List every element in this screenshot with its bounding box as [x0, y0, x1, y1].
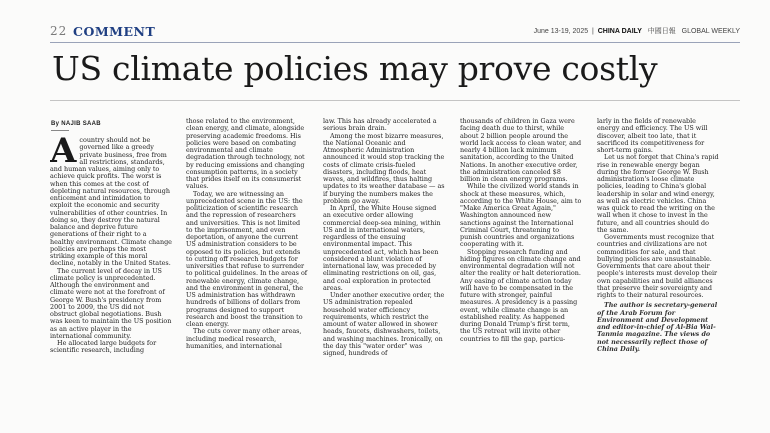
- publication-name: CHINA DAILY: [597, 28, 642, 35]
- article-paragraph: Among the most bizarre measures, the National Oceanic and Atmospheric Administration announced it would stop tracking the costs of climate crisis-fueled disasters, including floods, heat waves, and wildfires, thus halting updates to its weather database — as if burying the numbers makes the problem go away.: [323, 131, 445, 205]
- issue-date: June 13-19, 2025: [533, 28, 589, 35]
- byline: By NAJIB SAAB: [51, 121, 101, 127]
- article-column-5: [597, 118, 719, 433]
- article-column-3: [323, 118, 445, 433]
- article-paragraph: In April, the White House signed an executive order allowing commercial deep-sea mining, within US and in international waters, regardless of the ensuing environmental impact. This unprecedented act, which has been considered a blunt violation of international law, was preceded by eliminating restrictions on oil, gas, and coal exploration in protected areas.: [323, 204, 441, 292]
- drop-cap: A: [50, 137, 77, 171]
- article-paragraph: The current level of decay in US climate policy is unprecedented. Although the environment and climate were not at the forefront of George W. Bush's presidency from 2001 to 2009, the US did not obstruct global negotiations. Bush was keen to maintain the US position as an active player in the international community.: [50, 266, 172, 340]
- paragraph-text: country should not be governed like a greedy private business, free from all restrictions, standards, and human values, aiming only to achieve quick profits. The worst is when this comes at the cost of depleting natural resources, through enticement and intimidation to exploit the economic and security vulnerabilities of other countries. In doing so, they destroy the natural balance and deprive future generations of their right to a healthy environment. Climate change policies are perhaps the most striking example of this moral decline, notably in the United States.: [50, 137, 172, 268]
- header-masthead: June 13-19, 2025 | CHINA DAILY 中國日報 GLOBAL WEEKLY: [533, 28, 740, 35]
- article-paragraph: Stopping research funding and hiding figures on climate change and environmental degradation will not alter the reality or halt deterioration. Any easing of climate action today will have to be compensated in the future with stronger, painful measures. A presidency is a passing event, while climate change is an established reality. As happened during Donald Trump's first term, the US retreat will invite other countries to fill the gap, particu-: [460, 247, 581, 343]
- article-paragraph: law. This has already accelerated a serious brain drain.: [323, 118, 437, 133]
- article-paragraph: Governments must recognize that countries and civilizations are not commodities for sale, and that bullying policies are unsustainable. Governments that care about their people's interests must develop their own capabilities and build alliances that preserve their sovereignty and rights to their natural resources.: [597, 233, 718, 299]
- article-column-2: [186, 118, 308, 433]
- article-paragraph: He allocated large budgets for scientific research, including: [50, 339, 157, 355]
- article-paragraph: Today, we are witnessing an unprecedented scene in the US: the politicization of scientific research and the repression of researchers and universities. This is not limited to the imprisonment, and even deportation, of anyone the current US administration considers to be opposed to its policies, but extends to cutting off research budgets for universities that refuse to surrender to political guidelines. In the areas of renewable energy, climate change, and the environment in general, the US administration has withdrawn hundreds of billions of dollars from programs designed to support research and boost the transition to clean energy.: [186, 189, 308, 328]
- article-column-1: [50, 137, 172, 433]
- author-bio: The author is secretary-general of the Arab Forum for Environment and Development and editor-in-chief of Al-Bia Wal-Tanmia magazine. The views do not necessarily reflect those of China Daily.: [597, 301, 718, 353]
- section-label: COMMENT: [73, 24, 156, 39]
- publication-name-chinese: 中國日報: [647, 28, 676, 35]
- page-number: 22: [50, 24, 68, 38]
- article-paragraph: those related to the environment, clean energy, and climate, alongside preserving academic freedoms. His policies were based on combating environmental and climate degradation through technology, not by reducing emissions and changing consumption patterns, in a society that prides itself on its consumerist values.: [186, 118, 305, 191]
- header-divider: [50, 42, 740, 43]
- article-paragraph: [50, 137, 172, 268]
- article-column-4: [460, 118, 582, 433]
- article-paragraph: Let us not forget that China's rapid rise in renewable energy began during the former George W. Bush administration's loose climate policies, leading to China's global leadership in solar and wind energy, as well as electric vehicles. China was quick to read the writing on the wall when it chose to invest in the future, and all countries should do the same.: [597, 153, 719, 234]
- article-paragraph: Under another executive order, the US administration repealed household water efficiency requirements, which restrict the amount of water allowed in shower heads, faucets, dishwashers, toilets, and washing machines. Ironically, on the day this "water order" was signed, hundreds of: [323, 291, 445, 357]
- edition-label: GLOBAL WEEKLY: [681, 28, 740, 35]
- article-paragraph: thousands of children in Gaza were facing death due to thirst, while about 2 billion people around the world lack access to clean water, and nearly 4 billion lack minimum sanitation, according to the United Nations. In another executive order, the administration canceled $8 billion in clean energy programs.: [460, 118, 582, 183]
- byline-divider: [51, 130, 69, 131]
- article-paragraph: While the civilized world stands in shock at these measures, which, according to the White House, aim to "Make America Great Again," Washington announced new sanctions against the International Criminal Court, threatening to punish countries and organizations cooperating with it.: [460, 182, 582, 249]
- article-paragraph: The cuts cover many other areas, including medical research, humanities, and international: [186, 327, 302, 350]
- article-paragraph: larly in the fields of renewable energy and efficiency. The US will discover, albeit too late, that it sacrificed its competitiveness for short-term gains.: [597, 118, 708, 154]
- headline-divider: [50, 100, 740, 101]
- page-header: [50, 24, 740, 40]
- article-headline: US climate policies may prove costly: [52, 49, 658, 88]
